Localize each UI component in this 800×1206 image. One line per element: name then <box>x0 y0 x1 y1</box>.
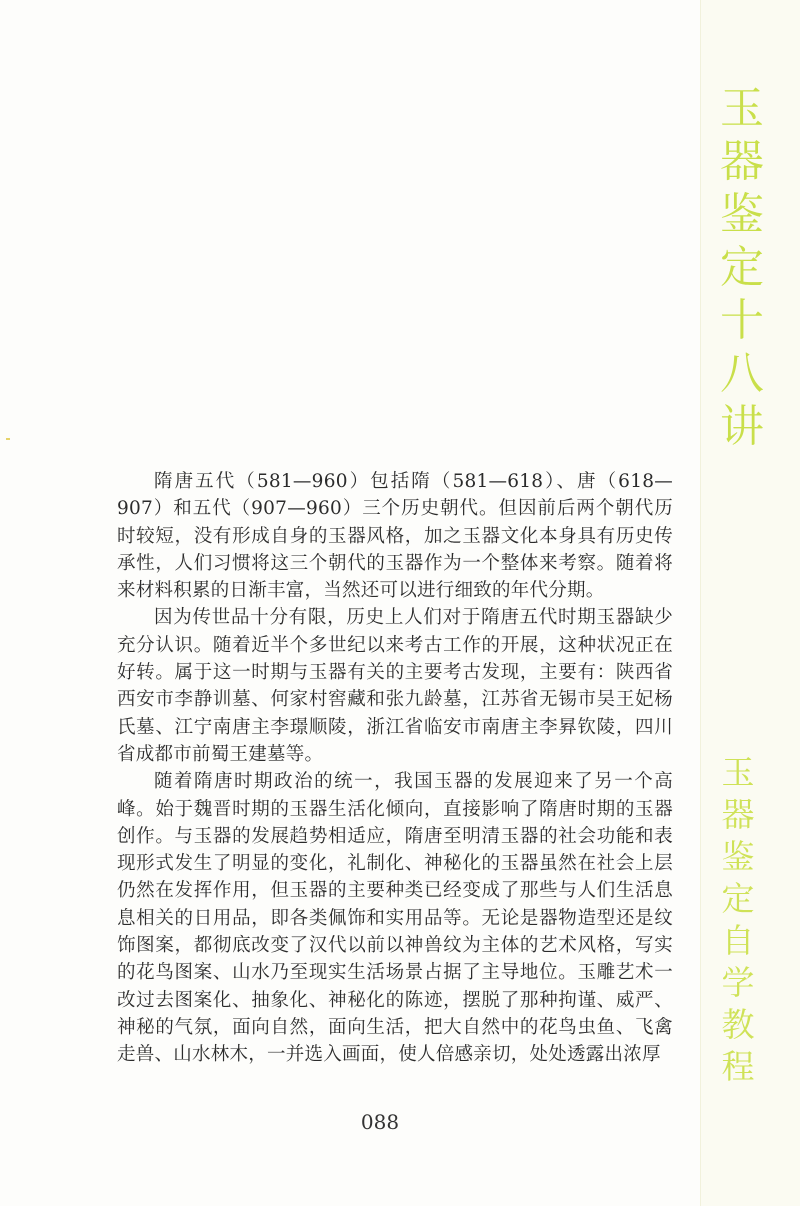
book-subtitle-char: 鉴 <box>721 837 755 876</box>
book-subtitle-char: 教 <box>721 1005 755 1044</box>
book-title-vertical <box>712 82 772 453</box>
book-title-char: 定 <box>720 242 764 293</box>
paragraph: 隋唐五代（581—960）包括隋（581—618）、唐（618—907）和五代（907—960）三个历史朝代。但因前后两个朝代历时较短，没有形成自身的玉器风格，加之玉器文化本身具有历史传承性，人们习惯将这三个朝代的玉器作为一个整体来考察。随着将来材料积累的日渐丰富，当然还可以进行细致的年代分期。 <box>117 471 673 602</box>
book-title-char: 玉 <box>720 83 764 134</box>
book-title-char: 鉴 <box>720 189 764 240</box>
book-subtitle-char: 玉 <box>721 753 755 792</box>
book-subtitle-char: 器 <box>721 795 755 834</box>
book-title-char: 讲 <box>720 401 764 452</box>
paragraph: 随着隋唐时期政治的统一，我国玉器的发展迎来了另一个高峰。始于魏晋时期的玉器生活化倾向，直接影响了隋唐时期的玉器创作。与玉器的发展趋势相适应，隋唐至明清玉器的社会功能和表现形式发生了明显的变化，礼制化、神秘化的玉器虽然在社会上层仍然在发挥作用，但玉器的主要种类已经变成了那些与人们生活息息相关的日用品，即各类佩饰和实用品等。无论是器物造型还是纹饰图案，都彻底改变了汉代以前以神兽纹为主体的艺术风格，写实的花鸟图案、山水乃至现实生活场景占据了主导地位。玉雕艺术一改过去图案化、抽象化、神秘化的陈迹，摆脱了那种拘谨、威严、神秘的气氛，面向自然，面向生活，把大自然中的花鸟虫鱼、飞禽走兽、山水林木，一并选入画面，使人倍感亲切，处处透露出浓厚 <box>117 771 673 1066</box>
book-subtitle-char: 学 <box>721 963 755 1002</box>
book-title-char: 十 <box>720 295 764 346</box>
paragraph: 因为传世品十分有限，历史上人们对于隋唐五代时期玉器缺少充分认识。随着近半个多世纪以来考古工作的开展，这种状况正在好转。属于这一时期与玉器有关的主要考古发现，主要有：陕西省西安市李静训墓、何家村窖藏和张九龄墓，江苏省无锡市吴王妃杨氏墓、江宁南唐主李璟顺陵，浙江省临安市南唐主李昪钦陵，四川省成都市前蜀王建墓等。 <box>117 607 673 765</box>
book-subtitle-char: 定 <box>721 879 755 918</box>
page-number: 088 <box>360 1110 400 1134</box>
book-subtitle-char: 程 <box>721 1047 755 1086</box>
book-subtitle-vertical <box>716 752 760 1088</box>
book-title-char: 器 <box>720 136 764 187</box>
body-text <box>117 468 673 1069</box>
margin-mark <box>6 438 10 440</box>
book-subtitle-char: 自 <box>721 921 755 960</box>
book-title-char: 八 <box>720 348 764 399</box>
